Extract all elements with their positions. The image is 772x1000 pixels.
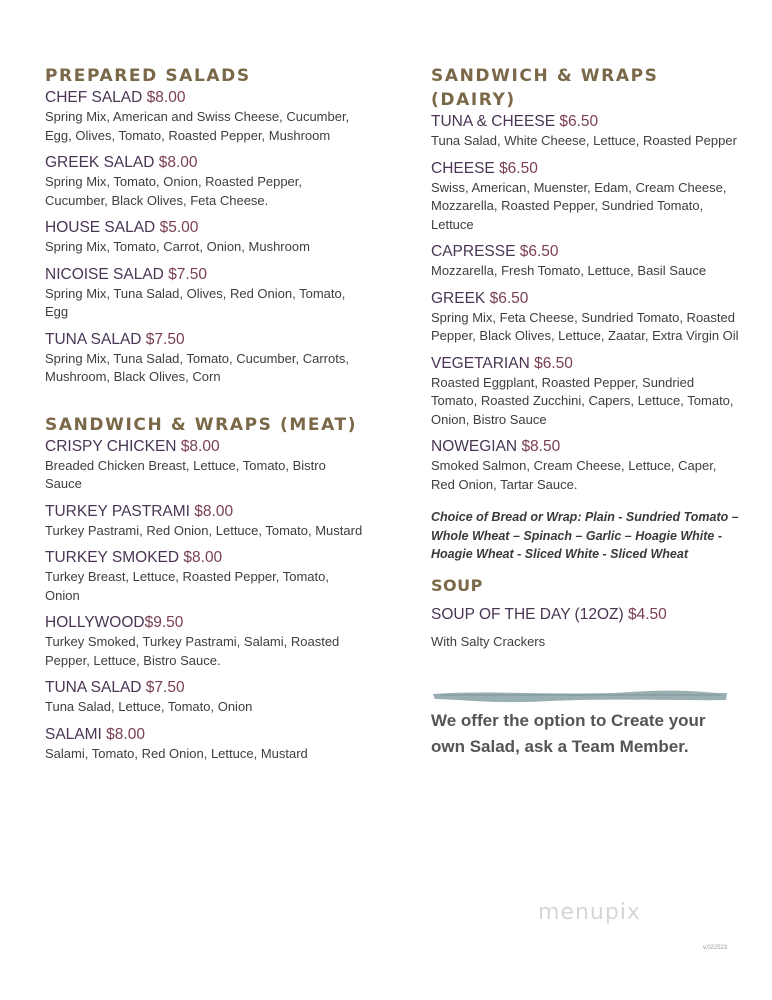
item-price: $8.00: [158, 154, 198, 171]
soup-item: [431, 605, 741, 652]
dairy-sandwiches-heading: SANDWICH & WRAPS (DAIRY): [431, 66, 659, 110]
menu-item: [431, 242, 741, 281]
item-description: Tuna Salad, White Cheese, Lettuce, Roasted Pepper: [431, 133, 737, 148]
meat-sandwiches-heading: SANDWICH & WRAPS (MEAT): [45, 414, 358, 435]
prepared-salads-heading: PREPARED SALADS: [45, 66, 251, 86]
item-description: Salami, Tomato, Red Onion, Lettuce, Mustard: [45, 745, 308, 761]
item-name: CRISPY CHICKEN: [45, 437, 177, 455]
dairy-sandwiches-list: [431, 112, 741, 494]
custom-salad-offer: We offer the option to Create your own Salad, ask a Team Member.: [431, 710, 706, 756]
item-name: CAPRESSE: [431, 243, 516, 260]
item-name: NOWEGIAN: [431, 438, 518, 455]
item-price: $8.00: [194, 502, 234, 520]
item-name: SOUP OF THE DAY (12OZ): [431, 606, 624, 623]
item-name: TUNA SALAD: [45, 330, 142, 348]
menu-item: [45, 88, 365, 145]
menu-item: [45, 265, 365, 322]
item-description: Spring Mix, American and Swiss Cheese, Cucumber, Egg, Olives, Tomato, Roasted Pepper, Mushroom: [45, 109, 350, 143]
menu-item: [45, 437, 365, 494]
menu-item: [45, 218, 365, 257]
brush-stroke-icon: [431, 686, 731, 706]
item-description: Mozzarella, Fresh Tomato, Lettuce, Basil Sauce: [431, 263, 707, 278]
item-description: Swiss, American, Muenster, Edam, Cream Cheese, Mozzarella, Roasted Pepper, Sundried Tomato, Lettuce: [431, 179, 727, 232]
item-price: $6.50: [489, 289, 529, 307]
menu-item: [45, 330, 365, 387]
item-name: SALAMI: [45, 725, 102, 743]
item-name: TUNA SALAD: [45, 679, 142, 696]
meat-sandwiches-list: [45, 437, 365, 764]
menu-item: [45, 725, 365, 764]
menu-item: [431, 112, 741, 151]
item-description: Spring Mix, Tomato, Carrot, Onion, Mushroom: [45, 239, 310, 254]
item-name: CHEESE: [431, 159, 495, 177]
item-name: GREEK SALAD: [45, 154, 155, 171]
item-name: VEGETARIAN: [431, 354, 530, 372]
item-description: Turkey Smoked, Turkey Pastrami, Salami, Roasted Pepper, Lettuce, Bistro Sauce.: [45, 634, 340, 668]
item-price: $8.00: [183, 549, 223, 566]
item-price: $7.50: [168, 265, 207, 283]
brush-divider: [431, 686, 741, 706]
item-name: CHEF SALAD: [45, 89, 143, 106]
menu-item: [431, 289, 741, 346]
item-name: HOUSE SALAD: [45, 219, 156, 236]
item-price: $8.50: [521, 438, 561, 455]
right-column: [431, 64, 741, 760]
menu-item: [45, 502, 365, 541]
item-price: $7.50: [145, 679, 185, 696]
bread-choice-note: Choice of Bread or Wrap: Plain - Sundried Tomato – Whole Wheat – Spinach – Garlic – Hoagie White - Hoagie Wheat - Sliced White - Sliced Wheat: [431, 510, 739, 561]
item-price: $8.00: [106, 725, 145, 743]
item-name: HOLLYWOOD: [45, 614, 145, 631]
version-code: v.022523: [703, 945, 728, 951]
item-description: Turkey Pastrami, Red Onion, Lettuce, Tomato, Mustard: [45, 522, 363, 538]
menu-item: [45, 613, 365, 670]
menu-item: [45, 153, 365, 210]
menu-item: [431, 437, 741, 494]
item-name: NICOISE SALAD: [45, 265, 164, 283]
item-price: $6.50: [534, 354, 573, 372]
item-name: TURKEY SMOKED: [45, 549, 180, 566]
menu-item: [45, 548, 365, 605]
item-price: $9.50: [144, 614, 184, 631]
item-description: Breaded Chicken Breast, Lettuce, Tomato, Bistro Sauce: [45, 457, 326, 491]
menu-item: [431, 159, 741, 235]
item-description: Smoked Salmon, Cream Cheese, Lettuce, Caper, Red Onion, Tartar Sauce.: [431, 458, 717, 492]
item-description: Spring Mix, Feta Cheese, Sundried Tomato, Roasted Pepper, Black Olives, Lettuce, Zaatar, Extra Virgin Oil: [431, 309, 739, 343]
item-name: TURKEY PASTRAMI: [45, 502, 190, 520]
prepared-salads-list: [45, 88, 365, 387]
item-name: GREEK: [431, 289, 486, 307]
soup-heading: SOUP: [431, 576, 483, 595]
item-price: $7.50: [145, 330, 185, 348]
item-name: TUNA & CHEESE: [431, 113, 556, 130]
item-description: Turkey Breast, Lettuce, Roasted Pepper, Tomato, Onion: [45, 569, 329, 603]
watermark-logo: menupix: [538, 900, 641, 925]
item-price: $8.00: [146, 89, 186, 106]
item-description: Roasted Eggplant, Roasted Pepper, Sundried Tomato, Roasted Zucchini, Capers, Lettuce, Tomato, Onion, Bistro Sauce: [431, 374, 734, 427]
left-column: [45, 64, 365, 763]
menu-item: [45, 678, 365, 717]
item-description: Spring Mix, Tuna Salad, Tomato, Cucumber, Carrots, Mushroom, Black Olives, Corn: [45, 350, 349, 384]
item-price: $6.50: [519, 243, 559, 260]
item-description: With Salty Crackers: [431, 634, 546, 649]
item-price: $8.00: [180, 437, 220, 455]
item-price: $6.50: [499, 159, 538, 177]
item-price: $4.50: [627, 606, 667, 623]
item-description: Spring Mix, Tomato, Onion, Roasted Pepper, Cucumber, Black Olives, Feta Cheese.: [45, 174, 303, 208]
menu-item: [431, 354, 741, 430]
item-description: Tuna Salad, Lettuce, Tomato, Onion: [45, 699, 253, 714]
item-price: $5.00: [159, 219, 199, 236]
item-description: Spring Mix, Tuna Salad, Olives, Red Onion, Tomato, Egg: [45, 285, 346, 319]
item-price: $6.50: [559, 113, 599, 130]
